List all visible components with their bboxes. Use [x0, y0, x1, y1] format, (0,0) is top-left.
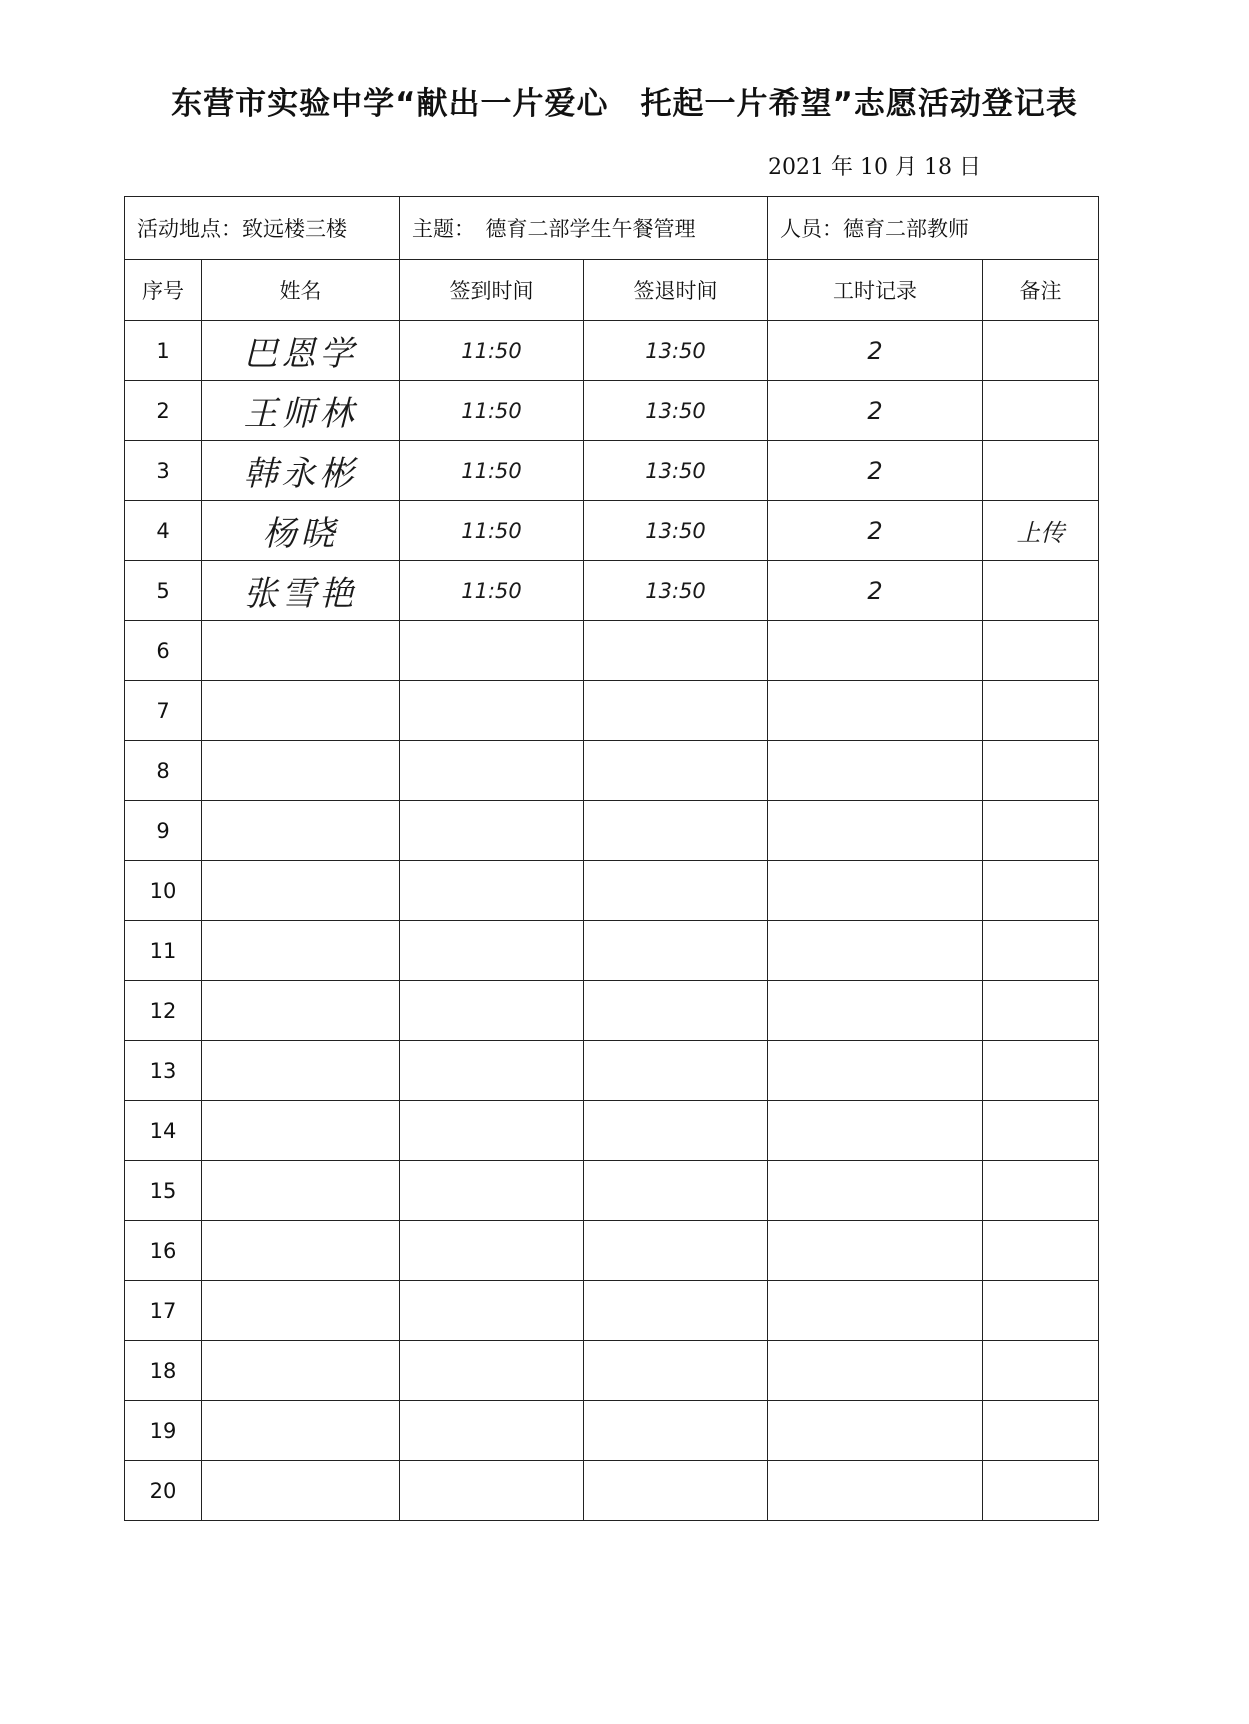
cell-sign-out [584, 1341, 768, 1401]
activity-location: 活动地点：致远楼三楼 [125, 197, 400, 260]
cell-sign-in [400, 801, 584, 861]
cell-sign-out [584, 1101, 768, 1161]
cell-hours [768, 1101, 983, 1161]
cell-no: 2 [125, 381, 202, 441]
cell-name: 王师林 [202, 381, 400, 441]
cell-sign-out: 13:50 [584, 501, 768, 561]
cell-name [202, 1221, 400, 1281]
cell-sign-in: 11:50 [400, 501, 584, 561]
cell-remark [983, 1341, 1099, 1401]
table-row [125, 1281, 1099, 1341]
cell-no: 18 [125, 1341, 202, 1401]
table-row [125, 801, 1099, 861]
cell-sign-in [400, 1401, 584, 1461]
cell-sign-in: 11:50 [400, 561, 584, 621]
cell-name [202, 921, 400, 981]
cell-sign-out [584, 1041, 768, 1101]
table-row [125, 1161, 1099, 1221]
cell-remark: 上传 [983, 501, 1099, 561]
info-row [125, 197, 1099, 260]
cell-no: 14 [125, 1101, 202, 1161]
table-row [125, 681, 1099, 741]
cell-hours: 2 [768, 321, 983, 381]
cell-remark [983, 441, 1099, 501]
cell-remark [983, 1461, 1099, 1521]
cell-sign-out [584, 1221, 768, 1281]
cell-sign-out [584, 741, 768, 801]
cell-no: 17 [125, 1281, 202, 1341]
cell-name [202, 1041, 400, 1101]
cell-no: 5 [125, 561, 202, 621]
cell-remark [983, 321, 1099, 381]
cell-remark [983, 681, 1099, 741]
table-row [125, 321, 1099, 381]
cell-name: 巴恩学 [202, 321, 400, 381]
cell-no: 1 [125, 321, 202, 381]
table-row [125, 981, 1099, 1041]
cell-no: 11 [125, 921, 202, 981]
table-row [125, 1041, 1099, 1101]
table-row [125, 501, 1099, 561]
form-date: 2021 年 10 月 18 日 [768, 155, 981, 180]
table-row [125, 1101, 1099, 1161]
table-row [125, 381, 1099, 441]
cell-sign-out [584, 1281, 768, 1341]
cell-sign-out: 13:50 [584, 381, 768, 441]
cell-no: 3 [125, 441, 202, 501]
cell-hours [768, 621, 983, 681]
cell-sign-out [584, 1161, 768, 1221]
cell-name [202, 1401, 400, 1461]
cell-name [202, 741, 400, 801]
cell-remark [983, 1281, 1099, 1341]
cell-remark [983, 1161, 1099, 1221]
cell-remark [983, 1221, 1099, 1281]
cell-no: 7 [125, 681, 202, 741]
cell-name [202, 1101, 400, 1161]
cell-no: 12 [125, 981, 202, 1041]
header-remark: 备注 [983, 260, 1099, 321]
cell-name [202, 1461, 400, 1521]
cell-sign-in [400, 1101, 584, 1161]
cell-no: 20 [125, 1461, 202, 1521]
cell-sign-in: 11:50 [400, 321, 584, 381]
cell-sign-in: 11:50 [400, 381, 584, 441]
form-title: 东营市实验中学“献出一片爱心 托起一片希望”志愿活动登记表 [171, 86, 1078, 122]
table-row [125, 441, 1099, 501]
cell-sign-in [400, 621, 584, 681]
cell-no: 9 [125, 801, 202, 861]
cell-hours [768, 981, 983, 1041]
cell-name: 杨晓 [202, 501, 400, 561]
header-sign-out: 签退时间 [584, 260, 768, 321]
cell-remark [983, 1041, 1099, 1101]
cell-sign-in [400, 681, 584, 741]
header-name: 姓名 [202, 260, 400, 321]
cell-sign-in [400, 1281, 584, 1341]
cell-sign-in [400, 1341, 584, 1401]
cell-remark [983, 921, 1099, 981]
cell-remark [983, 381, 1099, 441]
cell-hours [768, 921, 983, 981]
cell-no: 16 [125, 1221, 202, 1281]
cell-sign-out [584, 621, 768, 681]
table-row [125, 1341, 1099, 1401]
cell-hours [768, 1041, 983, 1101]
cell-name [202, 981, 400, 1041]
cell-name [202, 1341, 400, 1401]
cell-name [202, 1161, 400, 1221]
cell-hours [768, 1461, 983, 1521]
cell-hours [768, 801, 983, 861]
cell-remark [983, 561, 1099, 621]
cell-sign-out [584, 1461, 768, 1521]
cell-hours [768, 681, 983, 741]
cell-remark [983, 1101, 1099, 1161]
header-no: 序号 [125, 260, 202, 321]
cell-sign-out [584, 861, 768, 921]
cell-sign-out: 13:50 [584, 561, 768, 621]
cell-name [202, 681, 400, 741]
cell-sign-out [584, 681, 768, 741]
cell-remark [983, 621, 1099, 681]
table-row [125, 921, 1099, 981]
header-row [125, 260, 1099, 321]
header-hours: 工时记录 [768, 260, 983, 321]
cell-sign-in: 11:50 [400, 441, 584, 501]
cell-no: 13 [125, 1041, 202, 1101]
cell-name: 韩永彬 [202, 441, 400, 501]
table-body [125, 321, 1099, 1521]
cell-remark [983, 801, 1099, 861]
table-row [125, 561, 1099, 621]
cell-hours: 2 [768, 381, 983, 441]
cell-sign-out [584, 801, 768, 861]
cell-sign-in [400, 1221, 584, 1281]
cell-sign-in [400, 981, 584, 1041]
cell-sign-out: 13:50 [584, 321, 768, 381]
registration-table [124, 196, 1099, 1521]
cell-name [202, 801, 400, 861]
cell-hours: 2 [768, 501, 983, 561]
table-row [125, 1461, 1099, 1521]
table-row [125, 741, 1099, 801]
cell-no: 6 [125, 621, 202, 681]
table-row [125, 1401, 1099, 1461]
activity-theme: 主题： 德育二部学生午餐管理 [400, 197, 768, 260]
cell-name [202, 861, 400, 921]
cell-hours [768, 1401, 983, 1461]
cell-sign-out [584, 981, 768, 1041]
cell-name [202, 621, 400, 681]
cell-remark [983, 981, 1099, 1041]
cell-hours [768, 1221, 983, 1281]
table-row [125, 861, 1099, 921]
header-sign-in: 签到时间 [400, 260, 584, 321]
cell-hours [768, 861, 983, 921]
cell-sign-in [400, 741, 584, 801]
cell-hours [768, 1281, 983, 1341]
cell-hours [768, 1161, 983, 1221]
table-row [125, 621, 1099, 681]
cell-name: 张雪艳 [202, 561, 400, 621]
cell-sign-in [400, 1041, 584, 1101]
cell-remark [983, 741, 1099, 801]
cell-remark [983, 1401, 1099, 1461]
cell-hours [768, 1341, 983, 1401]
cell-no: 10 [125, 861, 202, 921]
cell-no: 8 [125, 741, 202, 801]
cell-sign-in [400, 861, 584, 921]
cell-no: 19 [125, 1401, 202, 1461]
cell-hours: 2 [768, 561, 983, 621]
cell-remark [983, 861, 1099, 921]
cell-sign-in [400, 1461, 584, 1521]
activity-staff: 人员：德育二部教师 [768, 197, 1099, 260]
cell-no: 15 [125, 1161, 202, 1221]
cell-sign-out [584, 921, 768, 981]
cell-name [202, 1281, 400, 1341]
cell-sign-out [584, 1401, 768, 1461]
cell-sign-out: 13:50 [584, 441, 768, 501]
cell-hours: 2 [768, 441, 983, 501]
cell-sign-in [400, 1161, 584, 1221]
cell-sign-in [400, 921, 584, 981]
table-row [125, 1221, 1099, 1281]
cell-hours [768, 741, 983, 801]
cell-no: 4 [125, 501, 202, 561]
